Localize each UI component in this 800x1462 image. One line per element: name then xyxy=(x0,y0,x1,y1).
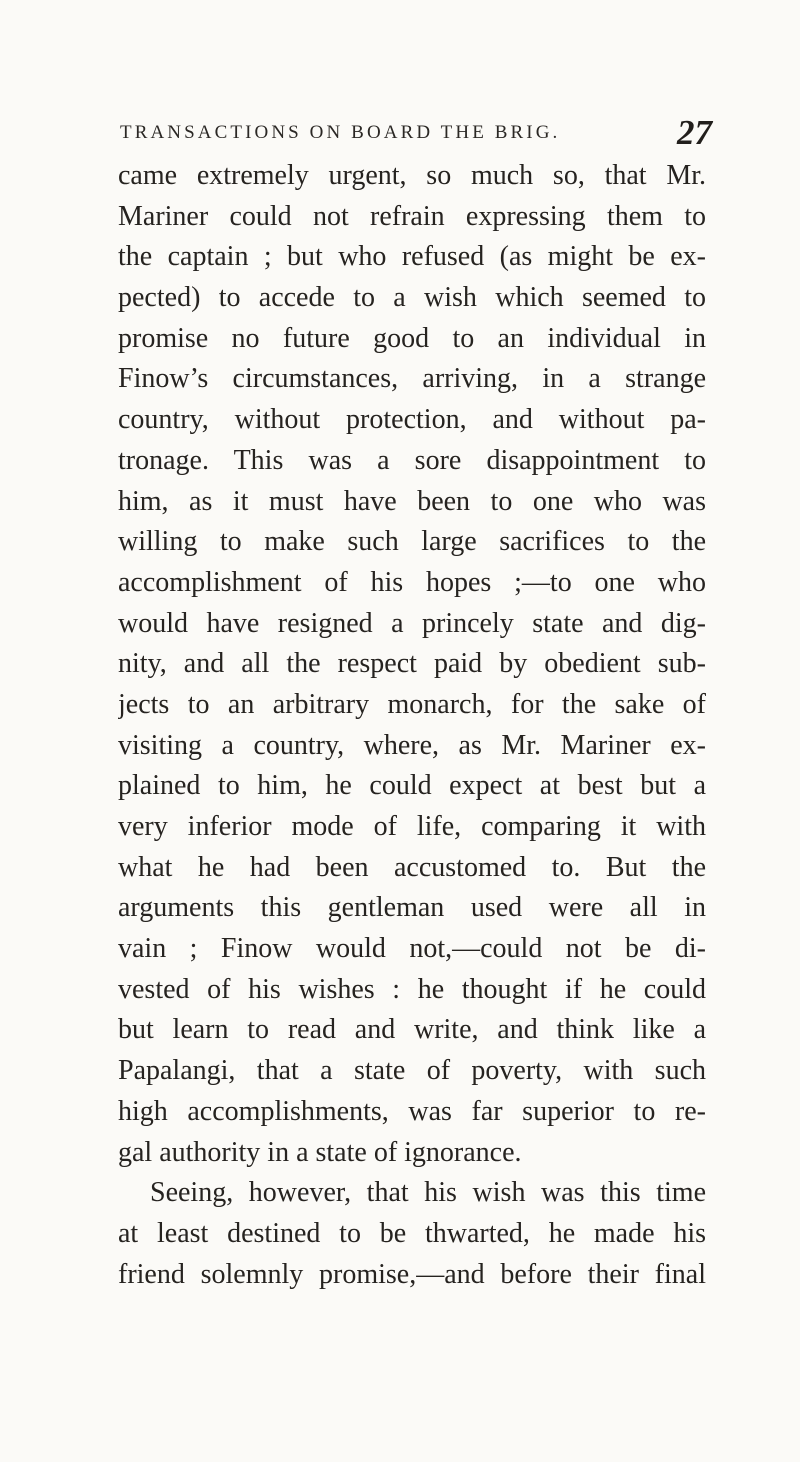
text-line: friend solemnly promise,—and before their final xyxy=(118,1258,706,1290)
text-line: vested of his wishes : he thought if he could xyxy=(118,973,706,1005)
text-line: vain ; Finow would not,—could not be di- xyxy=(118,933,706,965)
text-line: accomplishment of his hopes ;—to one who xyxy=(118,566,706,598)
text-line: tronage. This was a sore disappointment to xyxy=(118,444,706,476)
page-number: 27 xyxy=(677,113,712,152)
paragraph-end-line: gal authority in a state of ignorance. xyxy=(118,1136,522,1168)
text-line: the captain ; but who refused (as might be ex- xyxy=(118,241,706,273)
text-line: very inferior mode of life, comparing it with xyxy=(118,811,706,842)
text-line: nity, and all the respect paid by obedient sub- xyxy=(118,648,706,680)
text-line: jects to an arbitrary monarch, for the sake of xyxy=(118,688,706,720)
text-line: willing to make such large sacrifices to the xyxy=(118,526,706,558)
text-line: Papalangi, that a state of poverty, with such xyxy=(118,1055,706,1087)
text-line: Mariner could not refrain expressing them to xyxy=(118,200,706,232)
text-line: arguments this gentleman used were all in xyxy=(118,892,706,924)
text-line: country, without protection, and without pa- xyxy=(118,404,706,436)
text-line: pected) to accede to a wish which seemed to xyxy=(118,282,706,314)
text-line: what he had been accustomed to. But the xyxy=(118,851,706,883)
running-title: TRANSACTIONS ON BOARD THE BRIG. xyxy=(120,122,561,143)
text-line: visiting a country, where, as Mr. Mariner ex- xyxy=(118,729,706,761)
text-line: but learn to read and write, and think like a xyxy=(118,1014,706,1046)
text-line: plained to him, he could expect at best but a xyxy=(118,770,706,802)
text-line: at least destined to be thwarted, he made his xyxy=(118,1217,706,1249)
paragraph-start-line: Seeing, however, that his wish was this time xyxy=(150,1177,706,1209)
text-line: Finow’s circumstances, arriving, in a strange xyxy=(118,363,706,395)
body-text xyxy=(118,156,706,1295)
text-line: would have resigned a princely state and dig- xyxy=(118,607,706,639)
text-line: high accomplishments, was far superior to re- xyxy=(118,1095,706,1127)
text-line: him, as it must have been to one who was xyxy=(118,485,706,517)
text-line: promise no future good to an individual in xyxy=(118,322,706,354)
running-head xyxy=(112,113,712,153)
text-line: came extremely urgent, so much so, that Mr. xyxy=(118,160,706,191)
